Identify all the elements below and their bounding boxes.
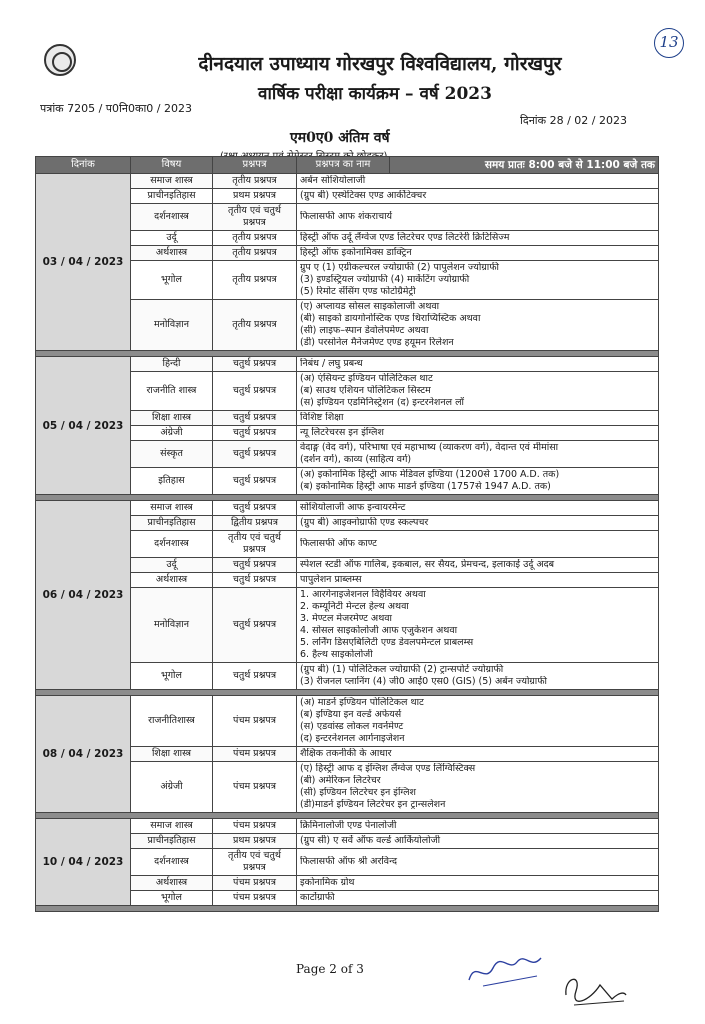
paper-name-line: हिस्ट्री ऑफ उर्दू लैंग्वेज एण्ड लिटरेचर एण्ड लिटरेरी क्रिटिसिज्म bbox=[300, 232, 510, 243]
subject-cell: मनोविज्ञान bbox=[131, 588, 213, 663]
table-row bbox=[36, 357, 659, 372]
subject-cell: दर्शनशास्त्र bbox=[131, 531, 213, 558]
paper-name-line: (सी) लाइफ–स्पान डेवोलेपमेण्ट अथवा bbox=[300, 325, 429, 336]
subject-cell: उर्दू bbox=[131, 231, 213, 246]
paper-name-line: (अ) माडर्न इण्डियन पोलिटिकल थाट bbox=[300, 697, 424, 708]
paper-cell: द्वितीय प्रश्नपत्र bbox=[213, 516, 297, 531]
course-title: एम0ए0 अंतिम वर्ष bbox=[290, 130, 390, 146]
subject-cell: अर्थशास्त्र bbox=[131, 246, 213, 261]
university-logo bbox=[44, 44, 76, 76]
paper-cell: तृतीय प्रश्नपत्र bbox=[213, 174, 297, 189]
subject-cell: अर्थशास्त्र bbox=[131, 876, 213, 891]
reference-number: पत्रांक 7205 / प0नि0का0 / 2023 bbox=[40, 102, 192, 115]
paper-cell: चतुर्थ प्रश्नपत्र bbox=[213, 558, 297, 573]
paper-name-cell bbox=[297, 747, 659, 762]
subject-cell: प्राचीनइतिहास bbox=[131, 834, 213, 849]
paper-cell: तृतीय एवं चतुर्थ प्रश्नपत्र bbox=[213, 531, 297, 558]
paper-name-line: 4. सोसल साइकोलोजी आफ एजुकेशन अथवा bbox=[300, 625, 458, 636]
table-row bbox=[36, 174, 659, 189]
paper-name-line: (ग्रुप बी) (1) पोलिटिकल ज्योग्राफी (2) ट्रान्सपोर्ट ज्योग्राफी bbox=[300, 664, 504, 675]
paper-name-line: (द) इन्टरनेशनल आर्गनाइजेशन bbox=[300, 733, 405, 744]
paper-cell: चतुर्थ प्रश्नपत्र bbox=[213, 372, 297, 411]
paper-name-line: (ए) अप्लायड सोसल साइकोलाजी अथवा bbox=[300, 301, 440, 312]
exam-date: 08 / 04 / 2023 bbox=[36, 696, 131, 813]
subject-cell: भूगोल bbox=[131, 261, 213, 300]
subject-cell: संस्कृत bbox=[131, 441, 213, 468]
issue-date: दिनांक 28 / 02 / 2023 bbox=[520, 114, 627, 127]
paper-name-line: (डी) परसोनेल मैनेजमेण्ट एण्ड हयूमन रिलेशन bbox=[300, 337, 454, 348]
paper-name-cell bbox=[297, 411, 659, 426]
subject-cell: इतिहास bbox=[131, 468, 213, 495]
paper-name-line: (ए) हिस्ट्री आफ द इंग्लिश लैंग्वेज एण्ड लिंग्विस्टिक्स bbox=[300, 763, 476, 774]
exam-date: 05 / 04 / 2023 bbox=[36, 357, 131, 495]
paper-name-cell bbox=[297, 246, 659, 261]
paper-name-cell bbox=[297, 558, 659, 573]
paper-name-cell bbox=[297, 891, 659, 906]
group-separator bbox=[36, 906, 659, 912]
subject-cell: प्राचीनइतिहास bbox=[131, 189, 213, 204]
paper-cell: चतुर्थ प्रश्नपत्र bbox=[213, 357, 297, 372]
paper-name-line: (स) एडवांस्ड लोकल गवर्नमेण्ट bbox=[300, 721, 404, 732]
paper-name-line: कार्टोग्राफी bbox=[300, 892, 335, 903]
paper-name-line: (स) इण्डियन एडमिनिस्ट्रेशन (द) इन्टरनेशनल लॉ bbox=[300, 397, 464, 408]
paper-name-line: क्रिमिनालोजी एण्ड पेनालोजी bbox=[300, 820, 397, 831]
paper-name-line: 2. कम्यूनिटी मेन्टल हेल्थ अथवा bbox=[300, 601, 409, 612]
paper-name-cell bbox=[297, 588, 659, 663]
paper-name-line: हिस्ट्री ऑफ इकोनामिक्स डाक्ट्रिन bbox=[300, 247, 412, 258]
paper-name-line: ग्रुप ए (1) एग्रीकल्चरल ज्योग्राफी (2) पापुलेशन ज्योग्राफी bbox=[300, 262, 499, 273]
paper-name-cell bbox=[297, 501, 659, 516]
paper-cell: तृतीय प्रश्नपत्र bbox=[213, 300, 297, 351]
paper-name-cell bbox=[297, 531, 659, 558]
paper-cell: चतुर्थ प्रश्नपत्र bbox=[213, 501, 297, 516]
paper-name-line: (डी)माडर्न इण्डियन लिटरेचर इन ट्रान्सलेशन bbox=[300, 799, 446, 810]
paper-cell: पंचम प्रश्नपत्र bbox=[213, 891, 297, 906]
paper-name-line: 6. हैल्थ साइकोलोजी bbox=[300, 649, 373, 660]
paper-cell: चतुर्थ प्रश्नपत्र bbox=[213, 468, 297, 495]
paper-name-cell bbox=[297, 204, 659, 231]
paper-name-line: (ग्रुप बी) एस्थेटिक्स एण्ड आर्कीटेक्चर bbox=[300, 190, 427, 201]
header-date: दिनांक bbox=[36, 157, 131, 174]
subject-cell: दर्शनशास्त्र bbox=[131, 849, 213, 876]
header-time: समय प्रातः 8:00 बजे से 11:00 बजे तक bbox=[390, 157, 659, 174]
paper-cell: चतुर्थ प्रश्नपत्र bbox=[213, 411, 297, 426]
university-name: दीनदयाल उपाध्याय गोरखपुर विश्वविद्यालय, गोरखपुर bbox=[198, 53, 562, 75]
paper-name-line: (ब) इण्डिया इन वर्ल्ड अफेयर्स bbox=[300, 709, 402, 720]
paper-name-line: फिलासफी आफ शंकराचार्य bbox=[300, 211, 393, 222]
paper-name-cell bbox=[297, 876, 659, 891]
paper-cell: पंचम प्रश्नपत्र bbox=[213, 762, 297, 813]
subject-cell: उर्दू bbox=[131, 558, 213, 573]
paper-name-line: (ग्रुप बी) आइक्नोग्राफी एण्ड स्कल्पचर bbox=[300, 517, 429, 528]
table-header-row bbox=[36, 157, 659, 174]
paper-name-line: (ब) साउथ एशियन पोलिटिकल सिस्टम bbox=[300, 385, 431, 396]
subject-cell: समाज शास्त्र bbox=[131, 501, 213, 516]
paper-name-cell bbox=[297, 762, 659, 813]
subject-cell: मनोविज्ञान bbox=[131, 300, 213, 351]
table-row bbox=[36, 819, 659, 834]
paper-name-cell bbox=[297, 174, 659, 189]
paper-name-line: (बी) अमेरिकन लिटरेचर bbox=[300, 775, 381, 786]
paper-name-cell bbox=[297, 696, 659, 747]
paper-cell: चतुर्थ प्रश्नपत्र bbox=[213, 573, 297, 588]
header-paper-name: प्रश्नपत्र का नाम bbox=[297, 157, 390, 174]
paper-name-line: वेदाङ्ग (वेद वर्ग), परिभाषा एवं महाभाष्य (व्याकरण वर्ग), वेदान्त एवं मीमांसा bbox=[300, 442, 559, 453]
paper-name-cell bbox=[297, 372, 659, 411]
paper-cell: प्रथम प्रश्नपत्र bbox=[213, 834, 297, 849]
header-subject: विषय bbox=[131, 157, 213, 174]
paper-name-line: विशिष्ट शिक्षा bbox=[300, 412, 344, 423]
header-paper: प्रश्नपत्र bbox=[213, 157, 297, 174]
paper-name-cell bbox=[297, 849, 659, 876]
paper-name-cell bbox=[297, 426, 659, 441]
paper-cell: चतुर्थ प्रश्नपत्र bbox=[213, 588, 297, 663]
paper-name-line: इकोनामिक ग्रोथ bbox=[300, 877, 355, 888]
subject-cell: अंग्रेजी bbox=[131, 426, 213, 441]
paper-name-cell bbox=[297, 231, 659, 246]
paper-name-cell bbox=[297, 663, 659, 690]
paper-cell: तृतीय एवं चतुर्थ प्रश्नपत्र bbox=[213, 849, 297, 876]
subject-cell: भूगोल bbox=[131, 891, 213, 906]
paper-name-line: (ब) इकोनामिक हिस्ट्री आफ माडर्न इण्डिया (1757से 1947 A.D. तक) bbox=[300, 481, 551, 492]
paper-cell: पंचम प्रश्नपत्र bbox=[213, 696, 297, 747]
paper-name-cell bbox=[297, 573, 659, 588]
page-marker: 13 bbox=[654, 28, 684, 58]
paper-cell: तृतीय प्रश्नपत्र bbox=[213, 231, 297, 246]
subject-cell: शिक्षा शास्त्र bbox=[131, 747, 213, 762]
paper-name-cell bbox=[297, 441, 659, 468]
paper-cell: तृतीय एवं चतुर्थ प्रश्नपत्र bbox=[213, 204, 297, 231]
separator-bar bbox=[36, 906, 659, 912]
paper-name-line: 5. लर्निंग डिसएबिलिटी एण्ड डेवलपमेन्टल प्राबलम्स bbox=[300, 637, 474, 648]
paper-name-line: सोशियोलाजी आफ इन्वायरमेन्ट bbox=[300, 502, 406, 513]
paper-name-cell bbox=[297, 834, 659, 849]
paper-name-line: (दर्शन वर्ग), काव्य (साहित्य वर्ग) bbox=[300, 454, 412, 465]
subject-cell: राजनीति शास्त्र bbox=[131, 372, 213, 411]
paper-cell: चतुर्थ प्रश्नपत्र bbox=[213, 663, 297, 690]
paper-cell: चतुर्थ प्रश्नपत्र bbox=[213, 426, 297, 441]
subject-cell: दर्शनशास्त्र bbox=[131, 204, 213, 231]
paper-name-cell bbox=[297, 468, 659, 495]
paper-name-line: (अ) इकोनामिक हिस्ट्री आफ मेडिवल इण्डिया (1200से 1700 A.D. तक) bbox=[300, 469, 560, 480]
paper-name-cell bbox=[297, 189, 659, 204]
paper-cell: तृतीय प्रश्नपत्र bbox=[213, 246, 297, 261]
paper-name-cell bbox=[297, 516, 659, 531]
paper-cell: प्रथम प्रश्नपत्र bbox=[213, 189, 297, 204]
signature-1 bbox=[465, 950, 545, 990]
subject-cell: भूगोल bbox=[131, 663, 213, 690]
paper-name-line: पापुलेशन प्राब्लम्स bbox=[300, 574, 362, 585]
paper-name-line: (3) रीजनल प्लानिंग (4) जी0 आई0 एस0 (GIS) (5) अर्बन ज्योग्राफी bbox=[300, 676, 548, 687]
paper-name-line: स्पेशल स्टडी ऑफ गालिब, इकबाल, सर सैयद, प्रेमचन्द, इलाकाई उर्दू अदब bbox=[300, 559, 555, 570]
paper-name-cell bbox=[297, 300, 659, 351]
paper-name-line: निबंध / लघु प्रबन्ध bbox=[300, 358, 363, 369]
subject-cell: समाज शास्त्र bbox=[131, 174, 213, 189]
paper-name-line: शैक्षिक तकनीकी के आधार bbox=[300, 748, 392, 759]
paper-name-line: (बी) साइको डायगोनोस्टिक एण्ड थिराप्यिस्टिक अथवा bbox=[300, 313, 481, 324]
paper-cell: तृतीय प्रश्नपत्र bbox=[213, 261, 297, 300]
paper-name-line: 1. आरगेनाइजेशनल विहैवियर अथवा bbox=[300, 589, 426, 600]
exam-date: 03 / 04 / 2023 bbox=[36, 174, 131, 351]
paper-cell: पंचम प्रश्नपत्र bbox=[213, 819, 297, 834]
paper-name-line: (ग्रुप सी) ए सर्वे ऑफ वर्ल्ड आर्कियोलोजी bbox=[300, 835, 441, 846]
paper-name-line: (सी) इण्डियन लिटरेचर इन इंग्लिश bbox=[300, 787, 417, 798]
subject-cell: अर्थशास्त्र bbox=[131, 573, 213, 588]
paper-name-line: (5) रिमोट सेंसिंग एण्ड फोटोग्रैमेट्री bbox=[300, 286, 416, 297]
subject-cell: अंग्रेजी bbox=[131, 762, 213, 813]
exam-title: वार्षिक परीक्षा कार्यक्रम – वर्ष 2023 bbox=[258, 84, 492, 104]
paper-name-line: (3) इण्डस्ट्रियल ज्योग्राफी (4) मार्केटिंग ज्योग्राफी bbox=[300, 274, 470, 285]
paper-cell: पंचम प्रश्नपत्र bbox=[213, 747, 297, 762]
paper-name-line: अर्बन सोशियोलाजी bbox=[300, 175, 366, 186]
exam-schedule-table bbox=[35, 156, 659, 912]
paper-name-cell bbox=[297, 819, 659, 834]
paper-name-line: फिलासफी ऑफ काण्ट bbox=[300, 538, 377, 549]
paper-name-line: (अ) एंसियन्ट इण्डियन पोलिटिकल थाट bbox=[300, 373, 433, 384]
paper-name-line: फिलासफी ऑफ श्री अरविन्द bbox=[300, 856, 398, 867]
subject-cell: हिन्दी bbox=[131, 357, 213, 372]
table-body bbox=[36, 174, 659, 912]
subject-cell: शिक्षा शास्त्र bbox=[131, 411, 213, 426]
paper-name-cell bbox=[297, 261, 659, 300]
table-row bbox=[36, 696, 659, 747]
subject-cell: प्राचीनइतिहास bbox=[131, 516, 213, 531]
paper-cell: पंचम प्रश्नपत्र bbox=[213, 876, 297, 891]
subject-cell: राजनीतिशास्त्र bbox=[131, 696, 213, 747]
paper-name-line: न्यू लिटरेचरस इन इंग्लिश bbox=[300, 427, 384, 438]
paper-name-line: 3. मेण्टल मेजरमेण्ट अथवा bbox=[300, 613, 393, 624]
paper-cell: चतुर्थ प्रश्नपत्र bbox=[213, 441, 297, 468]
signature-2 bbox=[560, 965, 630, 1010]
page-footer: Page 2 of 3 bbox=[296, 962, 364, 976]
subject-cell: समाज शास्त्र bbox=[131, 819, 213, 834]
paper-name-cell bbox=[297, 357, 659, 372]
exam-date: 06 / 04 / 2023 bbox=[36, 501, 131, 690]
exam-date: 10 / 04 / 2023 bbox=[36, 819, 131, 906]
table-row bbox=[36, 501, 659, 516]
